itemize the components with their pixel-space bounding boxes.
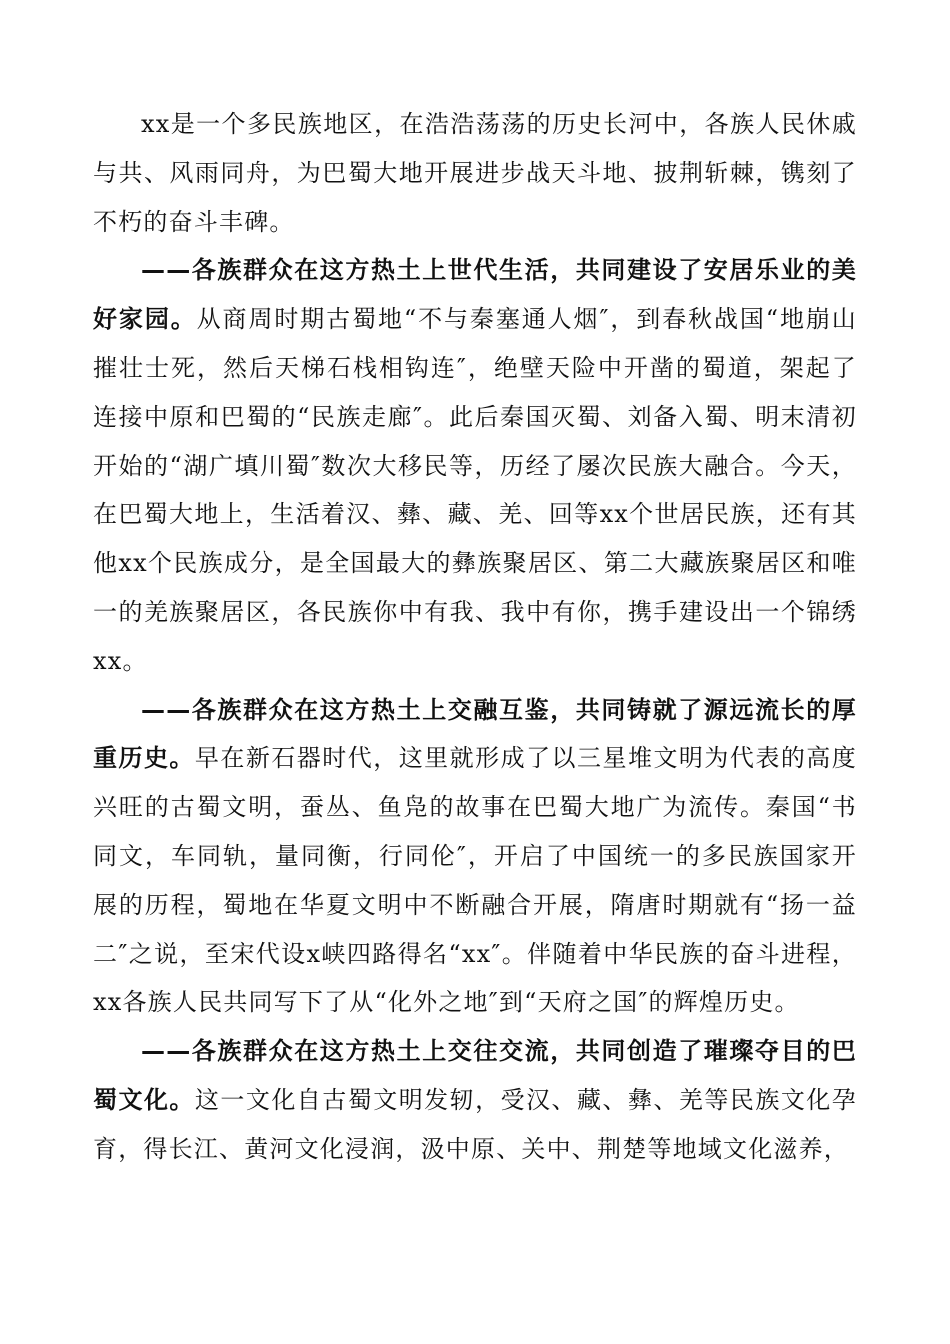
- paragraph-homeland: [93, 246, 857, 685]
- paragraph-history-text: 早在新石器时代，这里就形成了以三星堆文明为代表的高度兴旺的古蜀文明，蚕丛、鱼凫的故事在巴蜀大地广为流传。秦国“书同文，车同轨，量同衡，行同伦″，开启了中国统一的多民族国家开展的历程，蜀地在华夏文明中不断融合开展，隋唐时期就有“扬一益二″之说，至宋代设x峡四路得名“xx″。伴随着中华民族的奋斗进程，xx各族人民共同写下了从“化外之地″到“天府之国″的辉煌历史。: [93, 744, 857, 1017]
- paragraph-culture: [93, 1027, 857, 1173]
- paragraph-intro-text: xx是一个多民族地区，在浩浩荡荡的历史长河中，各族人民休戚与共、风雨同舟，为巴蜀大地开展进步战天斗地、披荆斩棘，镌刻了不朽的奋斗丰碑。: [93, 110, 857, 236]
- paragraph-intro: [93, 100, 857, 246]
- paragraph-homeland-text: 从商周时期古蜀地“不与秦塞通人烟″，到春秋战国“地崩山摧壮士死，然后天梯石栈相钩连″，绝壁天险中开凿的蜀道，架起了连接中原和巴蜀的“民族走廊″。此后秦国灭蜀、刘备入蜀、明末清初开始的“湖广填川蜀″数次大移民等，历经了屡次民族大融合。今天，在巴蜀大地上，生活着汉、彝、藏、羌、回等xx个世居民族，还有其他xx个民族成分，是全国最大的彝族聚居区、第二大藏族聚居区和唯一的羌族聚居区，各民族你中有我、我中有你，携手建设出一个锦绣xx。: [93, 305, 857, 675]
- paragraph-homeland-heading: ——各族群众在这方热土上世代生活，共同建设了安居乐业的美好家园。: [93, 256, 857, 334]
- paragraph-history-heading: ——各族群众在这方热土上交融互鉴，共同铸就了源远流长的厚重历史。: [93, 695, 857, 773]
- paragraph-culture-heading: ——各族群众在这方热土上交往交流，共同创造了璀璨夺目的巴蜀文化。: [93, 1037, 857, 1114]
- paragraph-history: [93, 686, 857, 1028]
- paragraph-culture-text: 这一文化自古蜀文明发轫，受汉、藏、彝、羌等民族文化孕育，得长江、黄河文化浸润，汲中原、关中、荆楚等地域文化滋养，: [93, 1085, 857, 1163]
- document-body: [93, 100, 857, 1174]
